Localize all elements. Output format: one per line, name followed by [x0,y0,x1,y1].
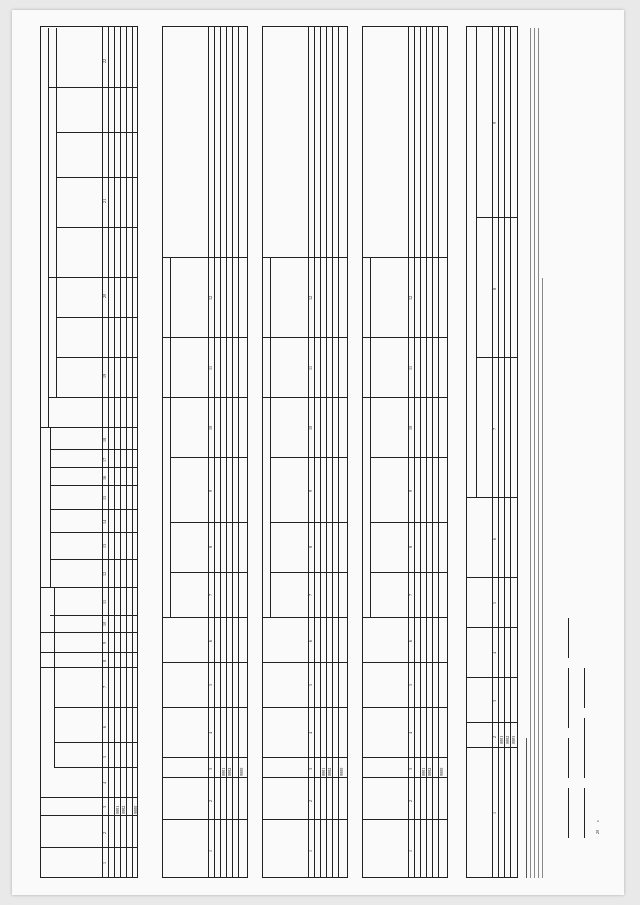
colnum: 11 [208,365,213,370]
colnum: 6 [102,725,107,728]
row-code: 0001 [115,805,120,814]
colnum: 3 [102,805,107,808]
row-code: 0002 [505,735,510,744]
colnum: 13 [102,543,107,548]
row-code: 0003 [511,735,516,744]
colnum: 8 [492,287,497,290]
total-code: 9000 [133,805,138,814]
colnum: 8 [208,545,213,548]
colnum: 15 [102,495,107,500]
colnum: 1 [408,849,413,852]
colnum: 8 [102,659,107,662]
footnotes [526,26,546,878]
colnum: 3 [308,767,313,770]
colnum: 8 [408,545,413,548]
colnum: 8 [308,545,313,548]
row-code: 0002 [227,767,232,776]
colnum: 3 [492,699,497,702]
colnum: 9 [208,489,213,492]
colnum: 12 [308,295,313,300]
colnum: 4 [492,651,497,654]
colnum: 4 [208,731,213,734]
colnum: 4 [102,781,107,784]
table-4-3 [362,26,448,878]
colnum: 9 [308,489,313,492]
signature-line-phone [568,618,569,658]
row-code: 0001 [421,767,426,776]
colnum: 11 [408,365,413,370]
colnum: 12 [208,295,213,300]
table-subsidy-calculation [40,26,138,878]
table-4-1 [162,26,248,878]
colnum: 18 [102,437,107,442]
colnum: 5 [492,601,497,604]
colnum: 9 [102,641,107,644]
executor-line-position [584,788,585,838]
colnum: 21 [102,198,107,203]
colnum: 5 [408,683,413,686]
signature-line-position [568,788,569,838]
colnum: 7 [408,593,413,596]
colnum: 19 [102,373,107,378]
row-code: 0002 [121,805,126,814]
colnum: 3 [408,767,413,770]
row-code: 0002 [327,767,332,776]
rotated-content [22,22,612,882]
colnum: 3 [208,767,213,770]
row-code: 0001 [221,767,226,776]
colnum: 1 [492,811,497,814]
executor-line-name [584,718,585,778]
colnum: 5 [208,683,213,686]
table-5 [466,26,518,878]
colnum: 1 [102,861,107,864]
colnum: 11 [308,365,313,370]
colnum: 4 [308,731,313,734]
row-code: 0001 [321,767,326,776]
colnum: 9 [492,121,497,124]
colnum: 6 [408,639,413,642]
row-code: 0002 [427,767,432,776]
colnum: 11 [102,599,107,604]
colnum: 20 [102,293,107,298]
table-4-2 [262,26,348,878]
colnum: 2 [308,799,313,802]
colnum: 2 [102,831,107,834]
colnum: 17 [102,457,107,462]
row-code: 0001 [499,735,504,744]
colnum: 10 [208,425,213,430]
colnum: 1 [308,849,313,852]
colnum: 7 [308,593,313,596]
colnum: 9 [408,489,413,492]
colnum: 7 [102,685,107,688]
colnum: 12 [408,295,413,300]
colnum: 12 [102,571,107,576]
colnum: 2 [208,799,213,802]
date-suffix: г. [595,819,600,822]
colnum: 5 [102,755,107,758]
colnum: 5 [308,683,313,686]
colnum: 22 [102,58,107,63]
colnum: 4 [408,731,413,734]
colnum: 2 [408,799,413,802]
colnum: 1 [208,849,213,852]
colnum: 2 [492,735,497,738]
total-code: 9000 [239,767,244,776]
signature-line-sign [568,738,569,778]
colnum: 6 [308,639,313,642]
colnum: 14 [102,519,107,524]
colnum: 7 [208,593,213,596]
total-code: 9000 [339,767,344,776]
date-year: 20 [595,829,600,834]
signature-line-name [568,668,569,728]
colnum: 16 [102,475,107,480]
total-code: 9000 [439,767,444,776]
executor-line-phone [584,668,585,708]
colnum: 6 [208,639,213,642]
document-page [12,10,624,895]
signature-block [552,26,608,878]
colnum: 10 [308,425,313,430]
colnum: 6 [492,537,497,540]
colnum: 10 [102,621,107,626]
colnum: 7 [492,427,497,430]
colnum: 10 [408,425,413,430]
